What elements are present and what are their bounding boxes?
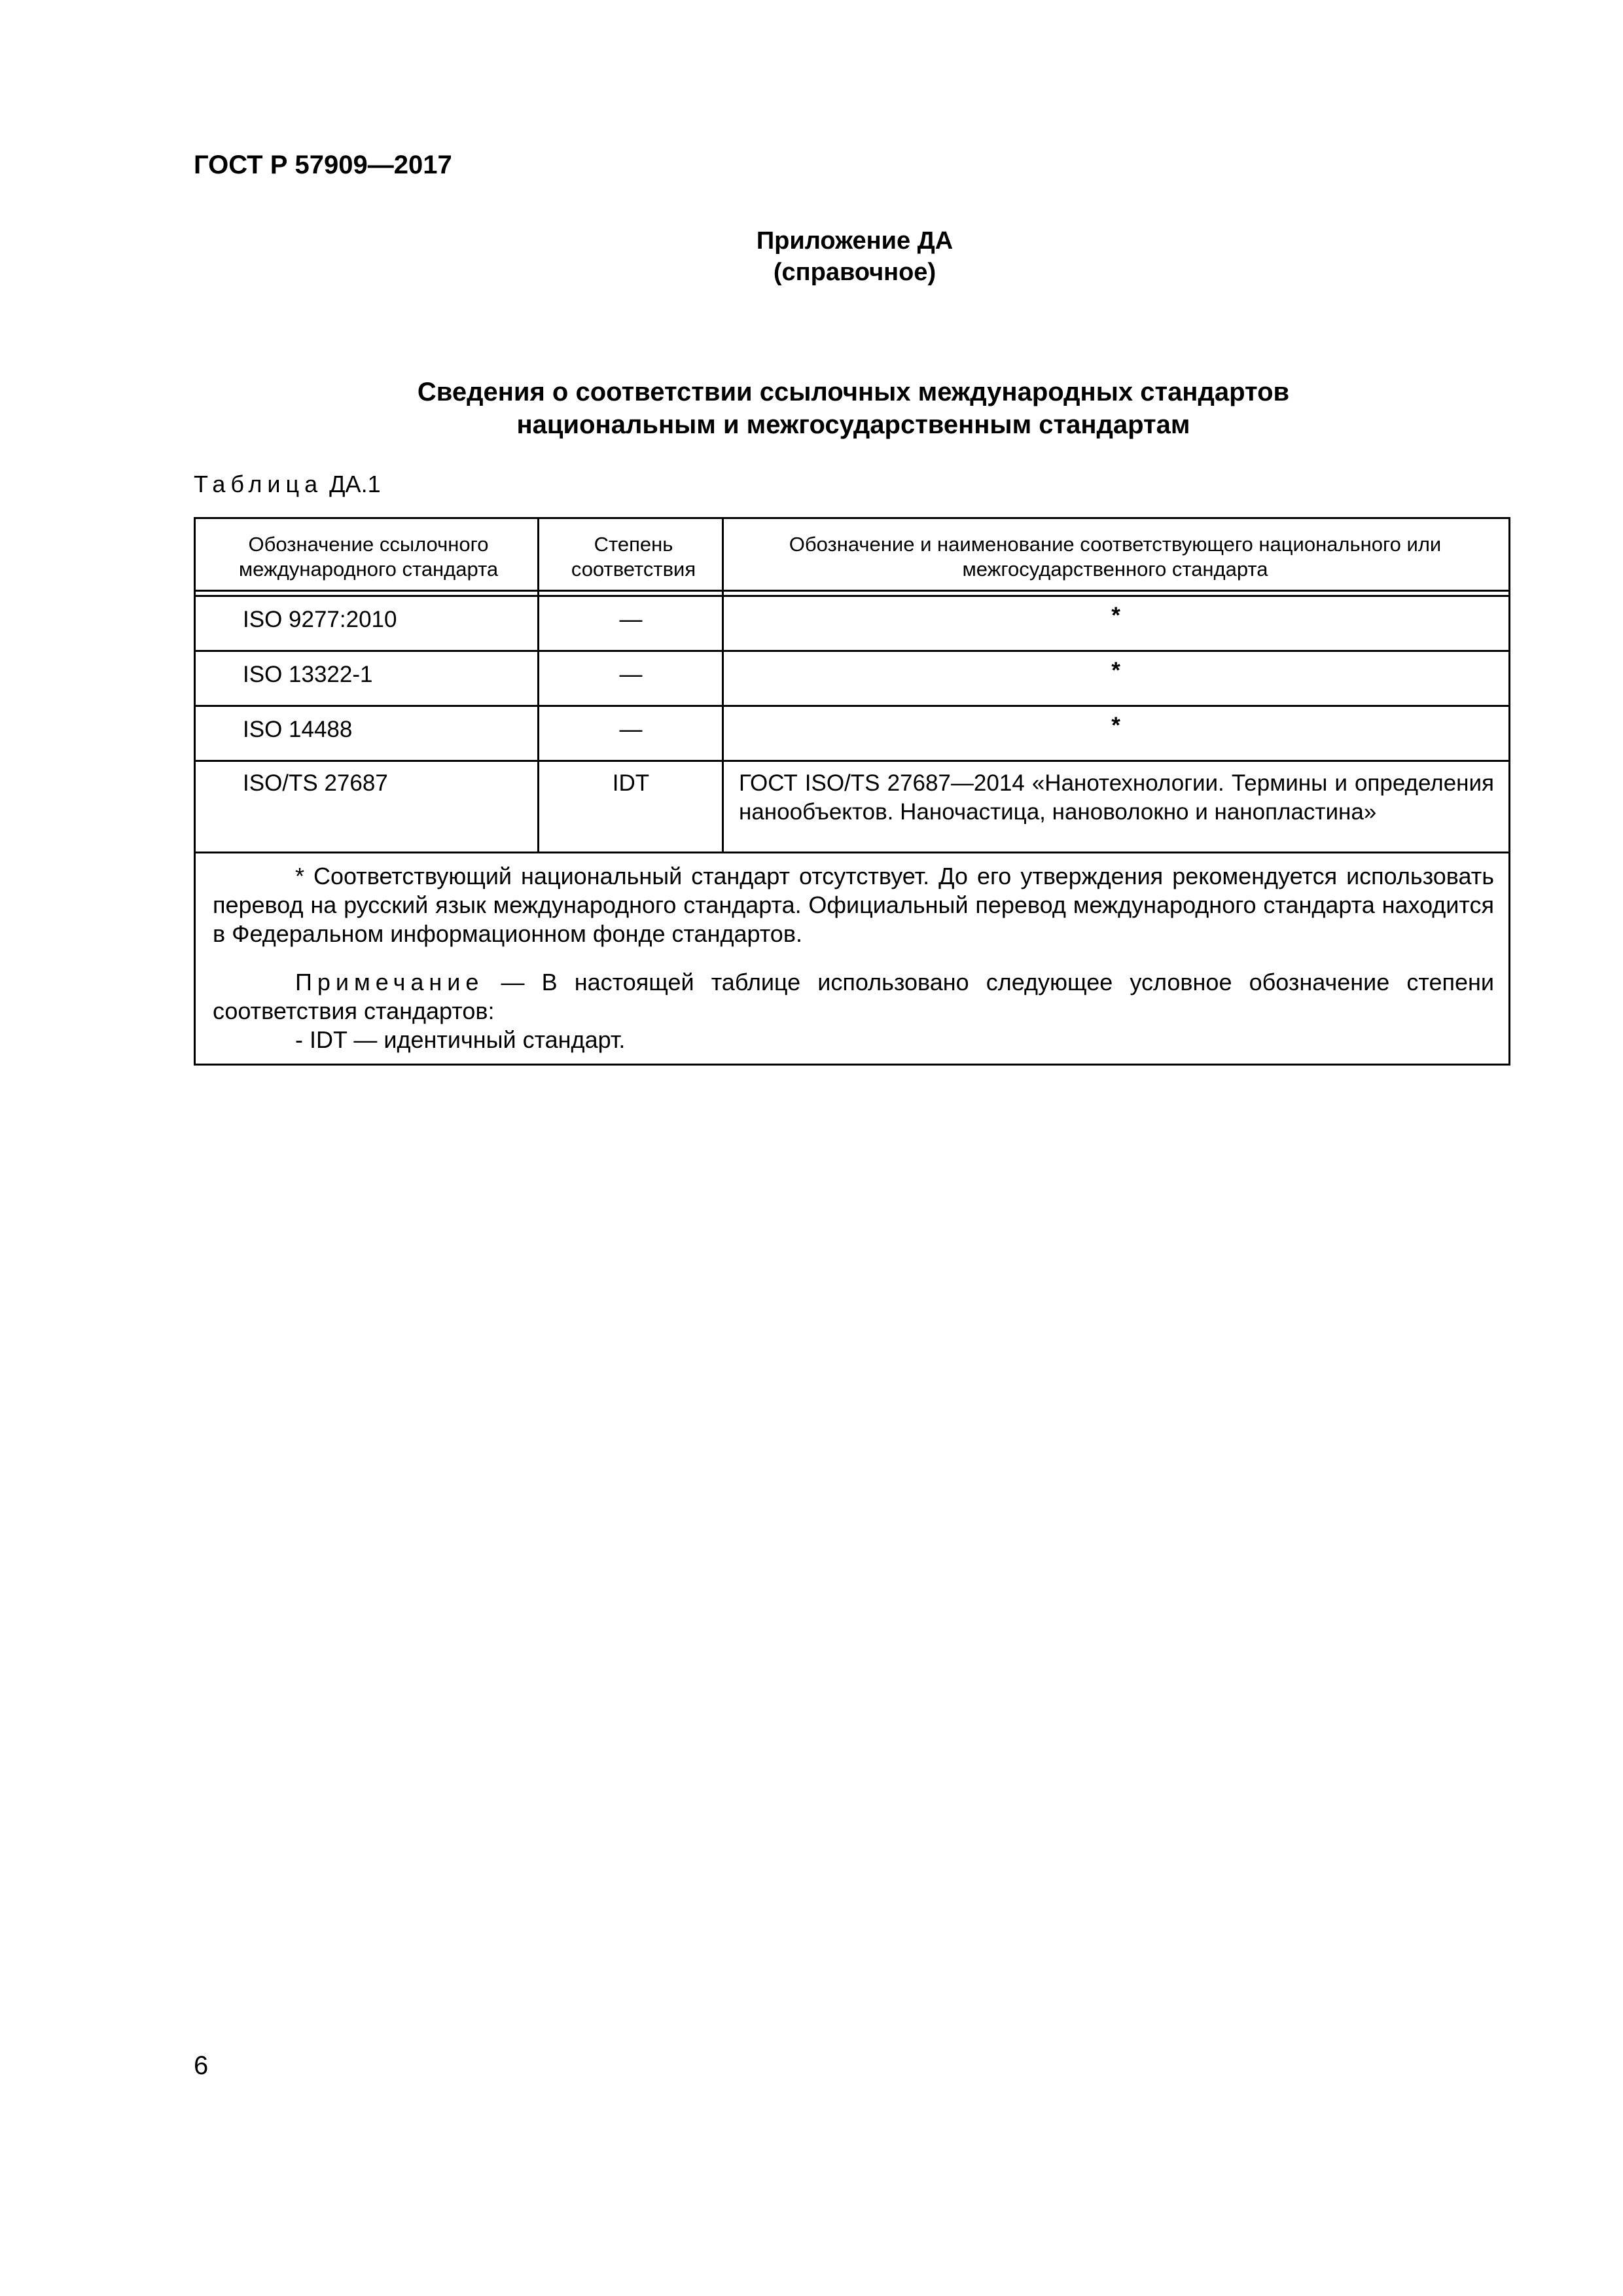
header-degree: Степень соответствия bbox=[571, 533, 696, 581]
row-1-degree: — bbox=[619, 607, 643, 632]
header-national-standard: Обозначение и наименование соответствующего национального или межгосударственного стандарта bbox=[789, 533, 1442, 581]
row-divider bbox=[196, 705, 1508, 707]
note-label: Примечание bbox=[295, 969, 484, 996]
note-text: — В настоящей таблице использовано следующее условное обозначение степени соответствия стандартов: bbox=[213, 969, 1494, 1024]
table-caption bbox=[194, 470, 381, 499]
row-2-degree: — bbox=[619, 662, 643, 687]
row-1-designation: ISO 9277:2010 bbox=[243, 607, 397, 632]
appendix-kind: (справочное) bbox=[773, 259, 936, 286]
row-4-designation: ISO/TS 27687 bbox=[243, 770, 388, 796]
footnote-divider bbox=[196, 852, 1508, 853]
row-3-national: * bbox=[1111, 713, 1120, 738]
table-note bbox=[213, 968, 1494, 1026]
header-designation: Обозначение ссылочного международного стандарта bbox=[238, 533, 499, 581]
header-divider bbox=[196, 590, 1508, 592]
column-divider bbox=[722, 519, 724, 852]
table-footnote: * Соответствующий национальный стандарт отсутствует. До его утверждения рекомендуется использовать перевод на русский язык международного стандарта. Официальный перевод международного стандарта находится в Федеральном информационном фонде стандартов. bbox=[213, 863, 1494, 947]
row-4-degree: IDT bbox=[612, 770, 650, 796]
appendix-title: Приложение ДА bbox=[756, 227, 954, 255]
note-item: - IDT — идентичный стандарт. bbox=[295, 1026, 626, 1053]
row-1-national: * bbox=[1111, 603, 1120, 628]
row-3-degree: — bbox=[619, 717, 643, 742]
row-2-national: * bbox=[1111, 658, 1120, 683]
page-number: 6 bbox=[194, 2051, 209, 2080]
row-3-designation: ISO 14488 bbox=[243, 717, 353, 742]
row-divider bbox=[196, 650, 1508, 652]
standards-table bbox=[194, 517, 1510, 1066]
row-4-national: ГОСТ ISO/TS 27687—2014 «Нанотехнологии. Термины и определения нанообъектов. Наночастица, нановолокно и нанопластина» bbox=[739, 770, 1494, 825]
column-divider bbox=[537, 519, 539, 852]
row-divider bbox=[196, 760, 1508, 762]
document-code: ГОСТ Р 57909—2017 bbox=[194, 151, 452, 179]
header-divider bbox=[196, 595, 1508, 597]
table-caption-number: ДА.1 bbox=[329, 471, 381, 497]
row-2-designation: ISO 13322-1 bbox=[243, 662, 373, 687]
section-title-line-1: Сведения о соответствии ссылочных международных стандартов bbox=[417, 378, 1290, 406]
section-title-line-2: национальным и межгосударственным стандартам bbox=[516, 410, 1190, 439]
table-caption-word: Таблица bbox=[194, 471, 323, 497]
